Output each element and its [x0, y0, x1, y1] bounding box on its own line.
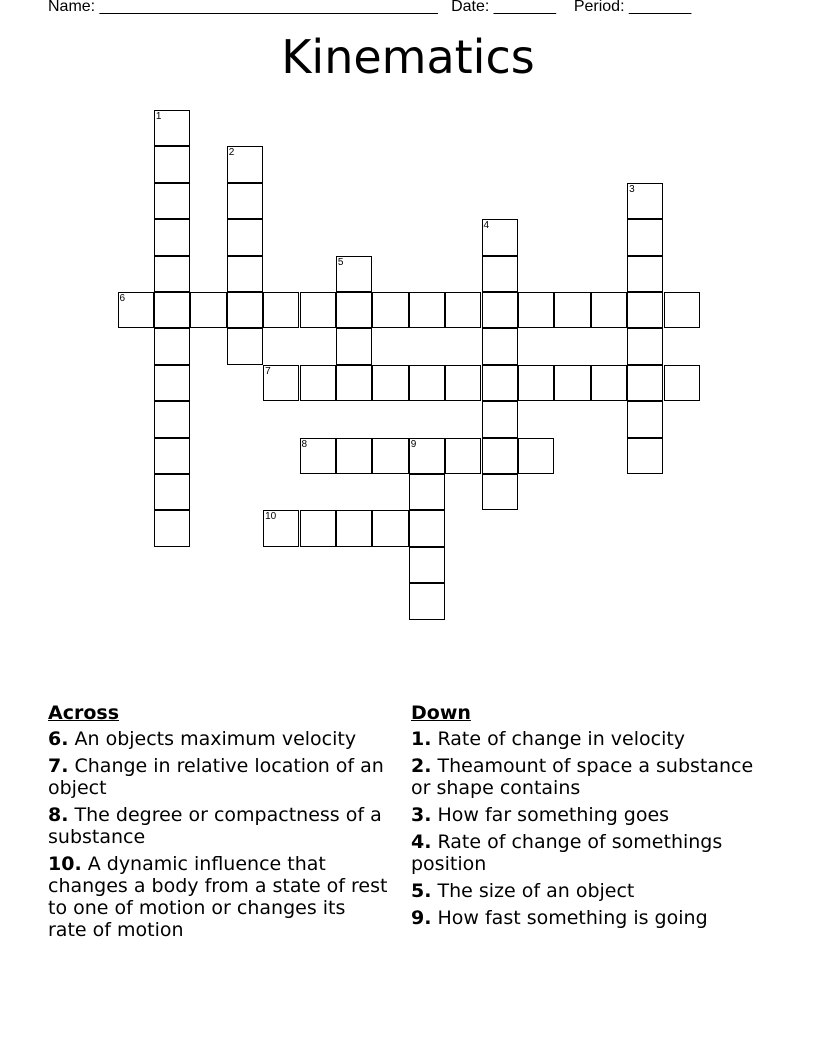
clue-text: The degree or compactness of a substance: [48, 804, 382, 848]
grid-cell[interactable]: [336, 256, 372, 292]
clue-number: 2.: [411, 755, 432, 777]
grid-cell[interactable]: [154, 510, 190, 546]
clue-across-7: [48, 755, 388, 799]
grid-cell[interactable]: [154, 292, 190, 328]
clue-number: 8.: [48, 804, 69, 826]
clue-text: Rate of change of somethings position: [411, 831, 723, 875]
grid-cell[interactable]: [227, 292, 263, 328]
clue-number: 6.: [48, 728, 69, 750]
cell-number: 6: [119, 293, 126, 304]
grid-cell[interactable]: [482, 256, 518, 292]
grid-cell[interactable]: [627, 328, 663, 364]
grid-cell[interactable]: [300, 365, 336, 401]
clue-down-5: [411, 880, 756, 902]
grid-cell[interactable]: [336, 328, 372, 364]
grid-cell[interactable]: [227, 256, 263, 292]
clue-number: 4.: [411, 831, 432, 853]
clue-down-2: [411, 755, 756, 799]
clue-number: 5.: [411, 880, 432, 902]
clue-across-8: [48, 804, 388, 848]
clue-number: 9.: [411, 907, 432, 929]
grid-cell[interactable]: [409, 365, 445, 401]
grid-cell[interactable]: [263, 510, 299, 546]
grid-cell[interactable]: [154, 146, 190, 182]
grid-cell[interactable]: [627, 256, 663, 292]
grid-cell[interactable]: [154, 401, 190, 437]
cell-number: 4: [483, 220, 490, 232]
grid-cell[interactable]: [190, 292, 226, 328]
grid-cell[interactable]: [409, 583, 445, 619]
grid-cell[interactable]: [154, 219, 190, 255]
grid-cell[interactable]: [445, 292, 481, 328]
date-field-label: Date: _______: [451, 0, 557, 15]
grid-cell[interactable]: [664, 292, 700, 328]
down-clues: [411, 702, 756, 934]
clue-across-10: [48, 853, 388, 941]
grid-cell[interactable]: [409, 292, 445, 328]
grid-cell[interactable]: [482, 219, 518, 255]
grid-cell[interactable]: [482, 292, 518, 328]
grid-cell[interactable]: [627, 401, 663, 437]
grid-cell[interactable]: [154, 256, 190, 292]
grid-cell[interactable]: [627, 292, 663, 328]
grid-cell[interactable]: [591, 365, 627, 401]
grid-cell[interactable]: [409, 510, 445, 546]
grid-cell[interactable]: [300, 510, 336, 546]
grid-cell[interactable]: [445, 365, 481, 401]
clue-number: 3.: [411, 804, 432, 826]
grid-cell[interactable]: [518, 292, 554, 328]
grid-cell[interactable]: [336, 438, 372, 474]
grid-cell[interactable]: [627, 438, 663, 474]
clue-number: 10.: [48, 853, 82, 875]
grid-cell[interactable]: [554, 365, 590, 401]
cell-number: 8: [301, 438, 308, 450]
down-heading: Down: [411, 702, 471, 724]
clue-text: Rate of change in velocity: [437, 728, 686, 750]
grid-cell[interactable]: [482, 401, 518, 437]
cell-number: 1: [155, 111, 162, 122]
clue-text: A dynamic influence that changes a body from a state of rest to one of motion or changes its rate of motion: [48, 853, 388, 941]
grid-cell[interactable]: [664, 365, 700, 401]
grid-cell[interactable]: [154, 438, 190, 474]
grid-cell[interactable]: [300, 438, 336, 474]
grid-cell[interactable]: [409, 438, 445, 474]
across-clues: [48, 702, 388, 946]
clue-text: How fast something is going: [437, 907, 708, 929]
grid-cell[interactable]: [227, 219, 263, 255]
grid-cell[interactable]: [227, 146, 263, 182]
grid-cell[interactable]: [336, 292, 372, 328]
clue-text: The size of an object: [437, 880, 635, 902]
cell-number: 10: [265, 511, 277, 523]
grid-cell[interactable]: [263, 365, 299, 401]
name-field-label: Name: ______________________________________: [48, 0, 438, 15]
grid-cell[interactable]: [154, 365, 190, 401]
grid-cell[interactable]: [154, 474, 190, 510]
grid-cell[interactable]: [627, 365, 663, 401]
period-field-label: Period: _______: [573, 0, 692, 15]
grid-cell[interactable]: [372, 365, 408, 401]
grid-cell[interactable]: [372, 510, 408, 546]
clue-down-3: [411, 804, 756, 826]
clue-text: Theamount of space a substance or shape contains: [411, 755, 754, 799]
grid-cell[interactable]: [409, 547, 445, 583]
cell-number: 9: [410, 438, 417, 450]
page-title: Kinematics: [281, 30, 535, 84]
grid-cell[interactable]: [627, 183, 663, 219]
grid-cell[interactable]: [445, 438, 481, 474]
across-heading: Across: [48, 702, 120, 724]
clue-down-9: [411, 907, 756, 929]
grid-cell[interactable]: [118, 292, 154, 328]
clue-text: An objects maximum velocity: [74, 728, 357, 750]
clue-across-6: [48, 728, 388, 750]
grid-cell[interactable]: [627, 219, 663, 255]
grid-cell[interactable]: [372, 292, 408, 328]
cell-number: 3: [629, 183, 635, 195]
clue-text: How far something goes: [437, 804, 670, 826]
grid-cell[interactable]: [336, 510, 372, 546]
grid-cell[interactable]: [554, 292, 590, 328]
grid-cell[interactable]: [154, 328, 190, 364]
grid-cell[interactable]: [154, 183, 190, 219]
grid-cell[interactable]: [482, 365, 518, 401]
grid-cell[interactable]: [300, 292, 336, 328]
grid-cell[interactable]: [227, 328, 263, 364]
cell-number: 5: [337, 256, 344, 268]
grid-cell[interactable]: [482, 438, 518, 474]
clue-text: Change in relative location of an object: [48, 755, 384, 799]
grid-cell[interactable]: [518, 438, 554, 474]
clue-down-1: [411, 728, 756, 750]
clue-number: 1.: [411, 728, 432, 750]
grid-cell[interactable]: [372, 438, 408, 474]
grid-cell[interactable]: [154, 110, 190, 146]
grid-cell[interactable]: [263, 292, 299, 328]
grid-cell[interactable]: [482, 328, 518, 364]
grid-cell[interactable]: [227, 183, 263, 219]
clue-down-4: [411, 831, 756, 875]
clue-number: 7.: [48, 755, 69, 777]
grid-cell[interactable]: [482, 474, 518, 510]
grid-cell[interactable]: [591, 292, 627, 328]
cell-number: 7: [265, 365, 271, 377]
grid-cell[interactable]: [518, 365, 554, 401]
grid-cell[interactable]: [336, 365, 372, 401]
cell-number: 2: [228, 147, 235, 159]
grid-cell[interactable]: [409, 474, 445, 510]
